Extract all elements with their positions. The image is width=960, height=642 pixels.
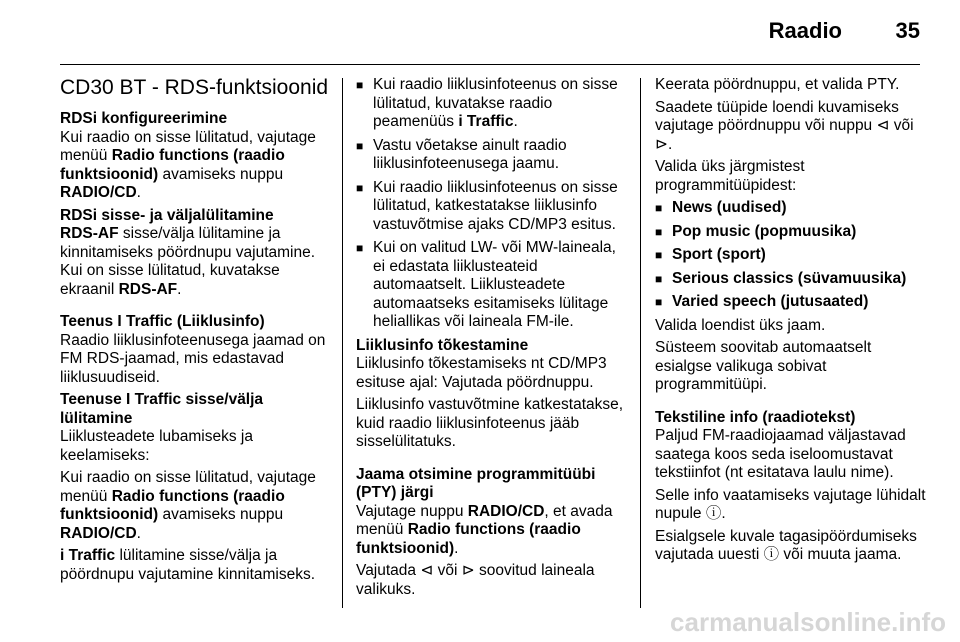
paragraph-pty-turn: Keerata pöördnuppu, et valida PTY. [655,76,900,93]
list-item: ■ Varied speech (jutusaated) [655,293,927,312]
paragraph-radio-text-1: Paljud FM-raadiojaamad väljastavad saatega koos seda iseloomustavat tekstiinfot (nt esitatava laulu nime). [655,427,906,481]
heading-traffic-block: Liiklusinfo tõkestamine [356,336,529,354]
paragraph-radio-text-3: Esialgsele kuvale tagasipöördumiseks vajutada uuesti ⓘ või muuta jaama. [655,527,917,563]
list-item: ■ Kui on valitud LW- või MW-laineala, ei edastata liiklusteateid automaatselt. Liiklusteadete automaatseks esitamiseks lülitage heliallikas või laineala FM-ile. [356,239,628,332]
paragraph-system-suggest: Süsteem soovitab automaatselt esialgse valikuga sobivat programmitüüpi. [655,339,872,393]
list-item: ■ Kui raadio liiklusinfoteenus on sisse lülitatud, kuvatakse raadio peamenüüs i Traffic. [356,76,628,132]
heading-rds-onoff: RDSi sisse- ja väljalülitamine [60,206,274,224]
paragraph-pty-menu: Vajutage nuppu RADIO/CD, et avada menüü Radio functions (raadio funktsioonid). [356,502,613,557]
column-2 [356,76,628,603]
list-item: ■ Sport (sport) [655,246,927,265]
list-item: ■ Kui raadio liiklusinfoteenus on sisse lülitatud, katkestatakse liiklusinfo vastuvõtmise ajaks CD/MP3 esitus. [356,179,628,235]
list-item: ■ News (uudised) [655,199,927,218]
paragraph-traffic-menu: Kui raadio on sisse lülitatud, vajutage menüü Radio functions (raadio funktsioonid) avamiseks nuppu RADIO/CD. [60,469,316,542]
paragraph-block-2: Liiklusinfo vastuvõtmine katkestatakse, kuid raadio liiklusinfoteenus jääb sisselülitatuks. [356,396,624,450]
list-item: ■ Serious classics (süvamuusika) [655,270,927,289]
paragraph-block-1: Liiklusinfo tõkestamiseks nt CD/MP3 esituse ajal: Vajutada pöördnuppu. [356,355,607,391]
paragraph-rds-onoff: RDS-AF sisse/välja lülitamine ja kinnitamiseks pöördnupu vajutamine. Kui on sisse lülitatud, kuvatakse ekraanil RDS-AF. [60,225,316,298]
heading-radio-text: Tekstiline info (raadiotekst) [655,408,856,426]
column-divider-1 [342,78,343,608]
paragraph-traffic: Raadio liiklusinfoteenusega jaamad on FM RDS-jaamad, mis edastavad liiklusuudiseid. [60,331,326,386]
paragraph-traffic-enable: Liiklusteadete lubamiseks ja keelamiseks: [60,428,253,464]
list-item: ■ Vastu võetakse ainult raadio liiklusinfoteenusega jaamu. [356,137,628,174]
paragraph-pty-choose: Valida üks järgmistest programmitüüpidest: [655,158,805,194]
column-3 [655,76,927,569]
page-number: 35 [895,18,920,43]
column-divider-2 [640,78,641,608]
paragraph-pty-list: Saadete tüüpide loendi kuvamiseks vajutage pöördnuppu või nuppu ⊲ või ⊳. [655,98,914,153]
column-1 [60,76,332,588]
list-item: ■ Pop music (popmuusika) [655,223,927,242]
traffic-notes-list [356,76,628,332]
paragraph-traffic-toggle: i Traffic lülitamine sisse/välja ja pöördnupu vajutamine kinnitamiseks. [60,547,316,583]
header-rule [60,64,920,65]
program-type-list [655,199,927,312]
heading-rds-config: RDSi konfigureerimine [60,110,228,127]
running-header-title: Raadio [768,18,842,43]
watermark: carmanualsonline.info [670,607,946,637]
heading-pty-search: Jaama otsimine programmitüübi (PTY) järgi [356,465,596,501]
paragraph-radio-text-2: Selle info vaatamiseks vajutage lühidalt nupule ⓘ. [655,486,926,522]
paragraph-rds-config: Kui raadio on sisse lülitatud, vajutage menüü Radio functions (raadio funktsioonid) avamiseks nuppu RADIO/CD. [60,128,316,201]
paragraph-pty-band: Vajutada ⊲ või ⊳ soovitud laineala valikuks. [356,562,595,598]
heading-traffic: Teenus I Traffic (Liiklusinfo) [60,313,265,330]
paragraph-select-station: Valida loendist üks jaam. [655,316,826,334]
section-title: CD30 BT - RDS-funktsioonid [60,76,329,99]
heading-traffic-onoff: Teenuse I Traffic sisse/välja lülitamine [60,391,264,427]
